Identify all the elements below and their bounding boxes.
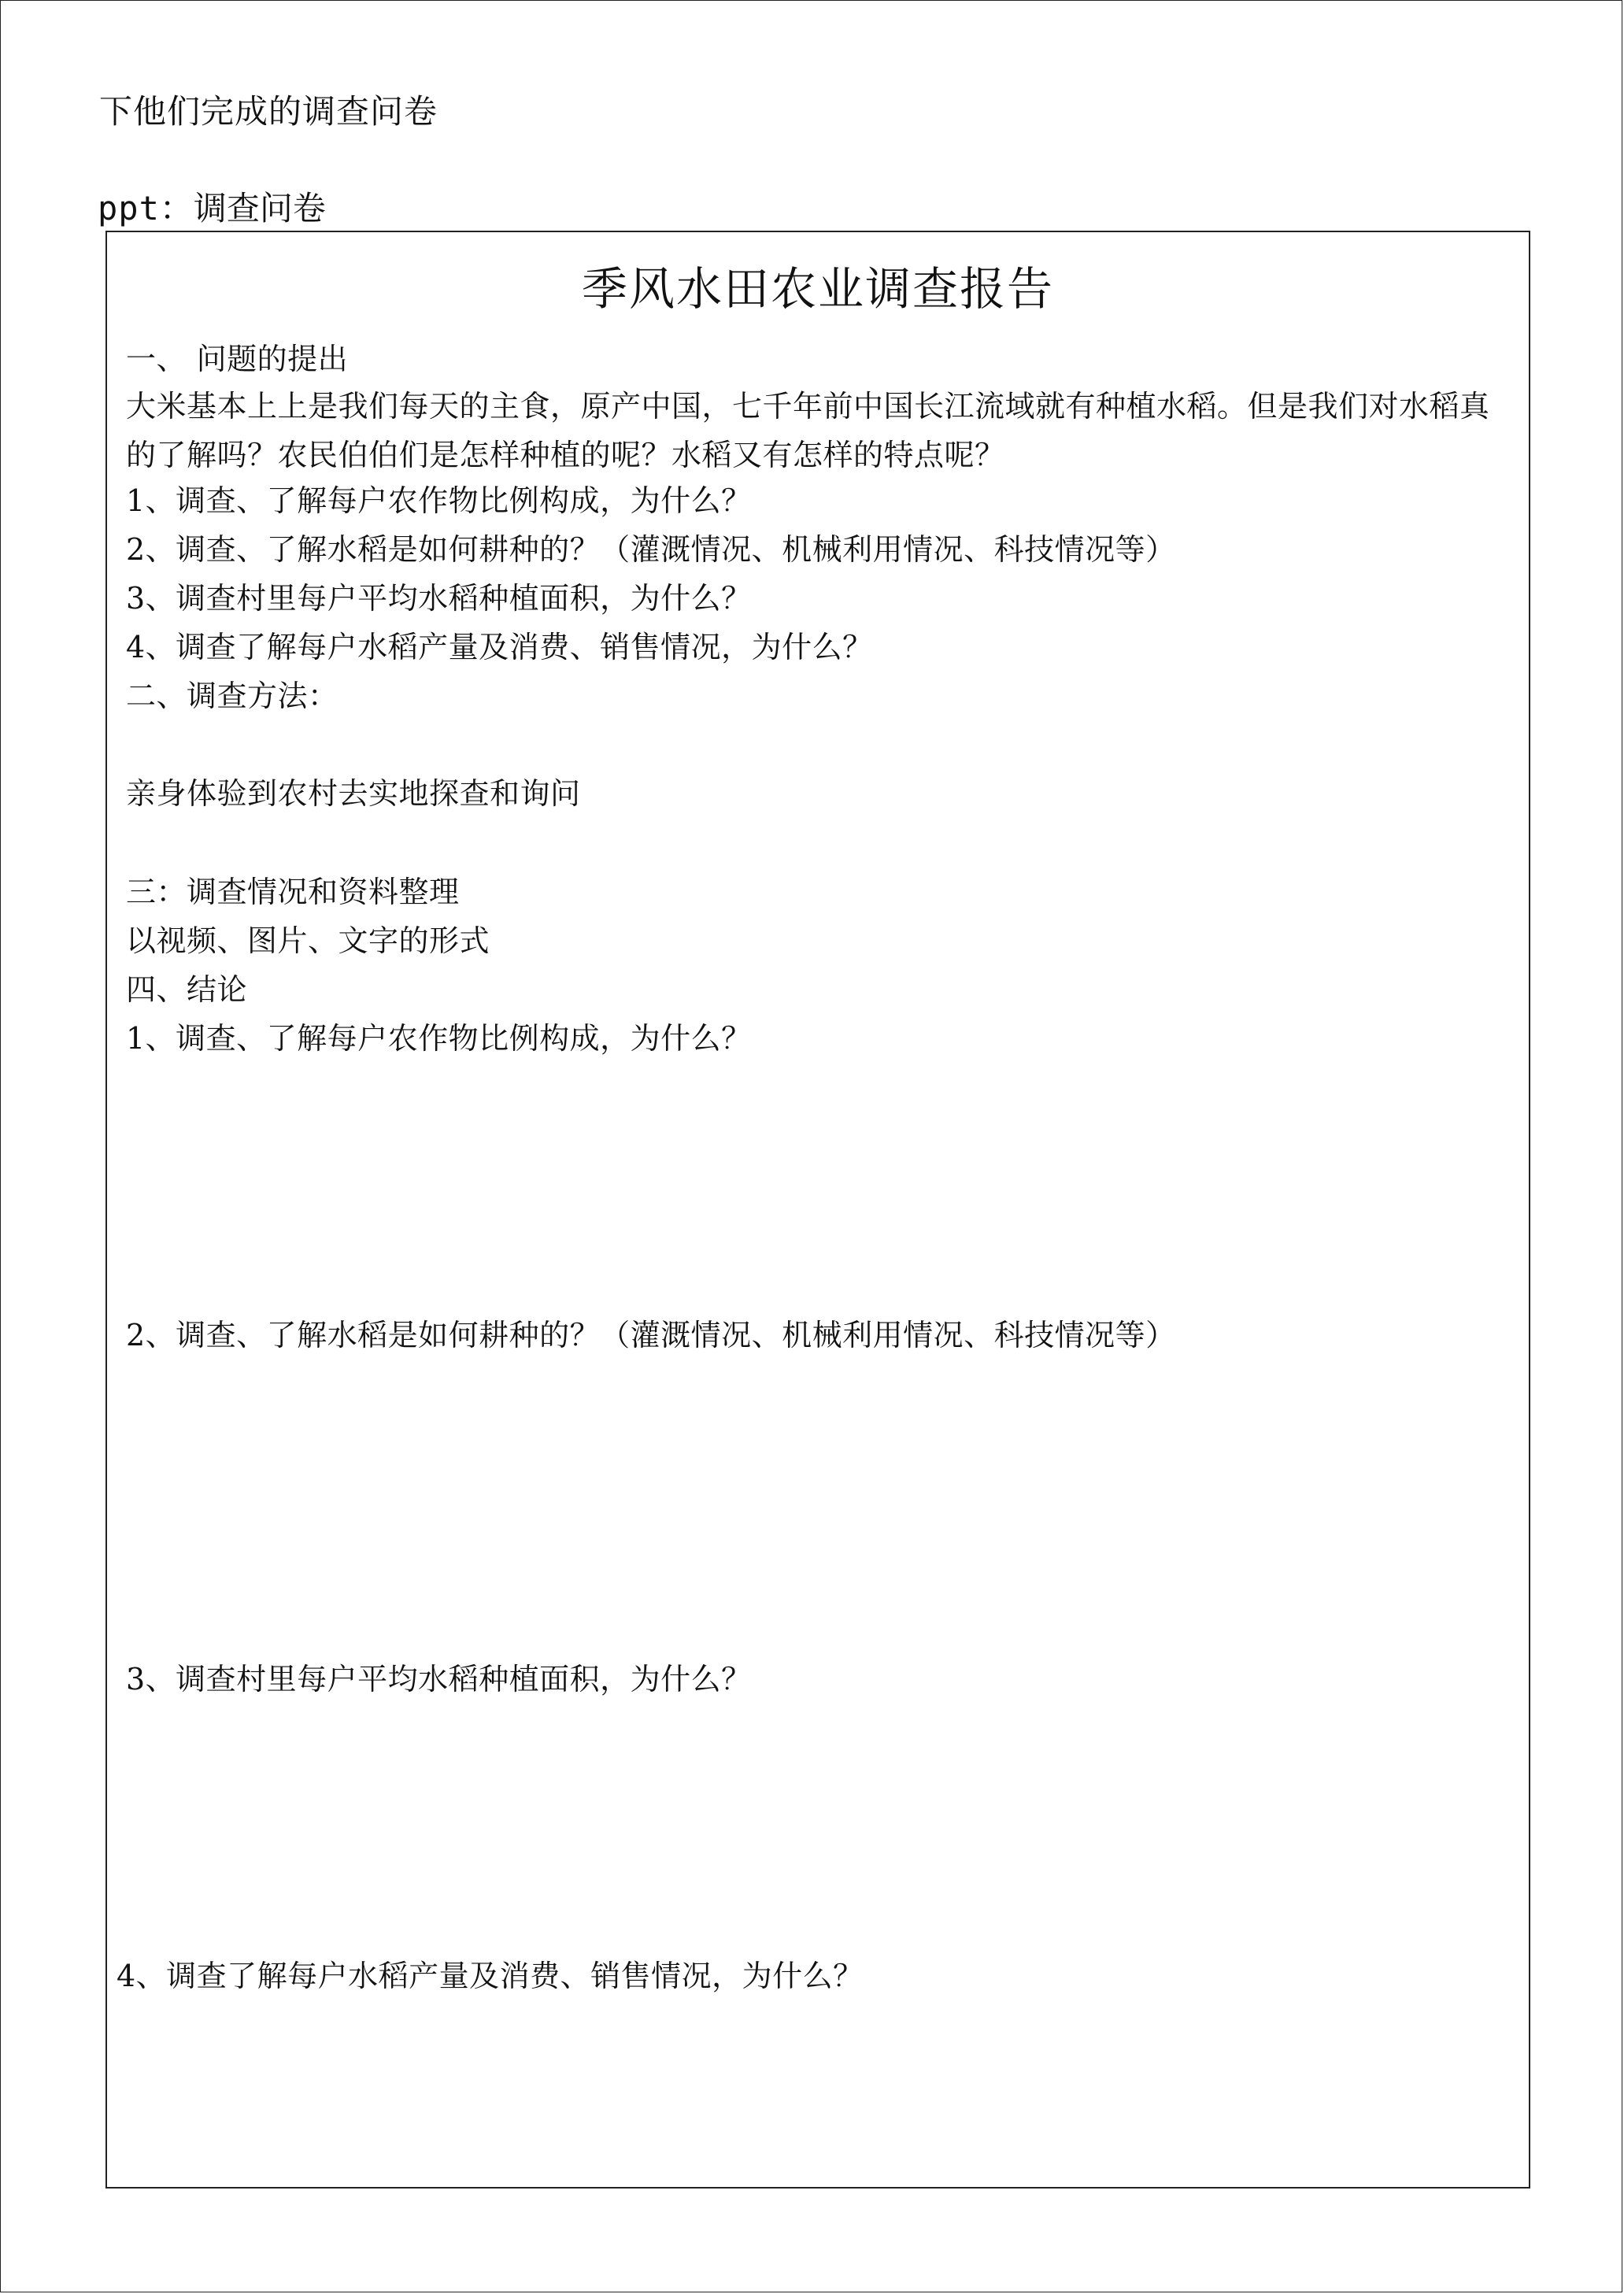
ppt-prefix: ppt： (98, 189, 194, 228)
section-3-text: 以视频、图片、文字的形式 (126, 923, 490, 958)
section-4-heading: 四、结论 (126, 972, 248, 1007)
section-2-heading: 二、调查方法： (126, 679, 338, 713)
intro-line: 下他们完成的调查问卷 (99, 92, 438, 131)
conclusion-1: 1、调查、了解每户农作物比例构成，为什么？ (126, 1021, 752, 1056)
conclusion-3: 3、调查村里每户平均水稻种植面积，为什么？ (126, 1662, 752, 1696)
section-2-text: 亲身体验到农村去实地探查和询问 (126, 776, 581, 811)
section-3-heading: 三：调查情况和资料整理 (126, 875, 460, 909)
report-box (105, 231, 1530, 2189)
report-title: 季风水田农业调查报告 (581, 262, 1054, 316)
question-4: 4、调查了解每户水稻产量及消费、销售情况，为什么？ (126, 630, 873, 664)
section-1-paragraph: 大米基本上上是我们每天的主食，原产中国，七千年前中国长江流域就有种植水稻。但是我们对水稻真的了解吗？农民伯伯们是怎样种植的呢？水稻又有怎样的特点呢？ (126, 389, 1490, 472)
conclusion-4: 4、调查了解每户水稻产量及消费、销售情况，为什么？ (117, 1959, 864, 1993)
question-3: 3、调查村里每户平均水稻种植面积，为什么？ (126, 581, 752, 616)
question-2: 2、调查、了解水稻是如何耕种的？（灌溉情况、机械利用情况、科技情况等） (126, 532, 1176, 567)
section-1-heading: 一、 问题的提出 (126, 342, 349, 376)
question-1: 1、调查、了解每户农作物比例构成，为什么？ (126, 483, 752, 518)
ppt-text: 调查问卷 (193, 189, 326, 228)
ppt-line (98, 185, 326, 232)
conclusion-2: 2、调查、了解水稻是如何耕种的？（灌溉情况、机械利用情况、科技情况等） (126, 1318, 1176, 1352)
